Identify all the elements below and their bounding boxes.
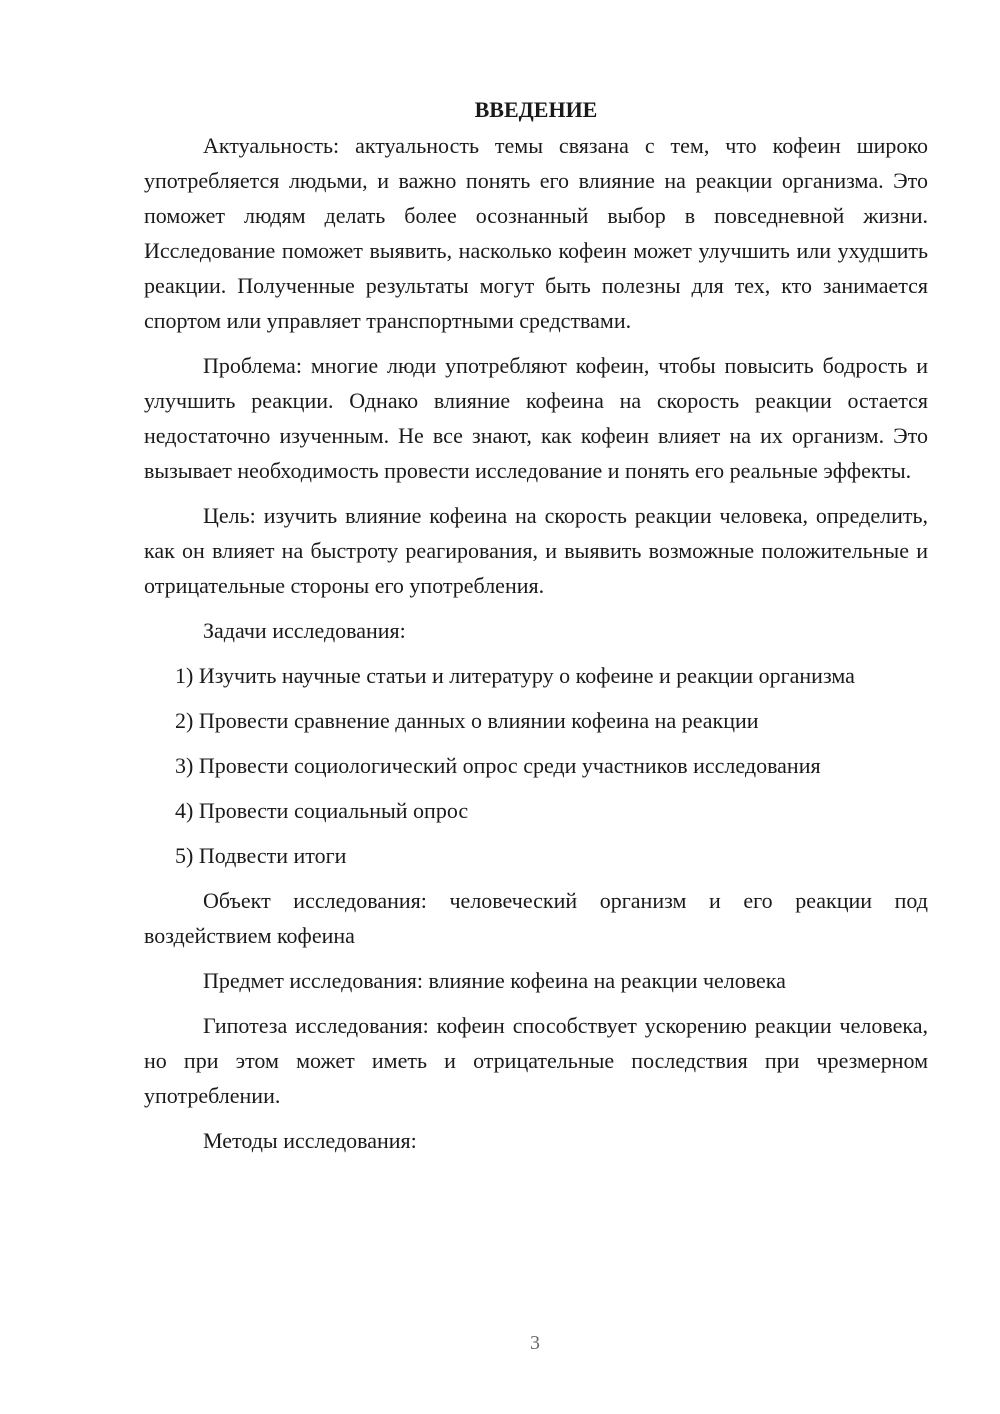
- relevance-paragraph: Актуальность: актуальность темы связана с тем, что кофеин широко употребляется людьми, и важно понять его влияние на реакции организма. Это поможет людям делать более осознанный выбор в повседневной жизни. Исследование поможет выявить, насколько кофеин может улучшить или ухудшить реакции. Полученные результаты могут быть полезны для тех, кто занимается спортом или управляет транспортными средствами.: [144, 133, 928, 333]
- tasks-list: [144, 658, 928, 873]
- list-item: 5) Подвести итоги: [175, 843, 347, 868]
- methods-heading: Методы исследования:: [203, 1128, 417, 1153]
- tasks-heading: Задачи исследования:: [203, 618, 406, 643]
- hypothesis-paragraph: Гипотеза исследования: кофеин способствует ускорению реакции человека, но при этом может иметь и отрицательные последствия при чрезмерном употреблении.: [144, 1013, 928, 1108]
- page-number: 3: [530, 1332, 540, 1354]
- list-item: 4) Провести социальный опрос: [175, 798, 469, 823]
- list-item: 3) Провести социологический опрос среди участников исследования: [175, 753, 821, 778]
- problem-paragraph: Проблема: многие люди употребляют кофеин, чтобы повысить бодрость и улучшить реакции. Однако влияние кофеина на скорость реакции остается недостаточно изученным. Не все знают, как кофеин влияет на их организм. Это вызывает необходимость провести исследование и понять его реальные эффекты.: [144, 353, 928, 483]
- list-item: 2) Провести сравнение данных о влиянии кофеина на реакции: [175, 708, 759, 733]
- document-page: [144, 92, 928, 1168]
- section-title: ВВЕДЕНИЕ: [474, 97, 598, 122]
- subject-paragraph: Предмет исследования: влияние кофеина на реакции человека: [203, 968, 786, 993]
- goal-paragraph: Цель: изучить влияние кофеина на скорость реакции человека, определить, как он влияет на быстроту реагирования, и выявить возможные положительные и отрицательные стороны его употребления.: [144, 503, 928, 598]
- object-paragraph: Объект исследования: человеческий организм и его реакции под воздействием кофеина: [144, 888, 928, 948]
- list-item: 1) Изучить научные статьи и литературу о кофеине и реакции организма: [175, 663, 855, 688]
